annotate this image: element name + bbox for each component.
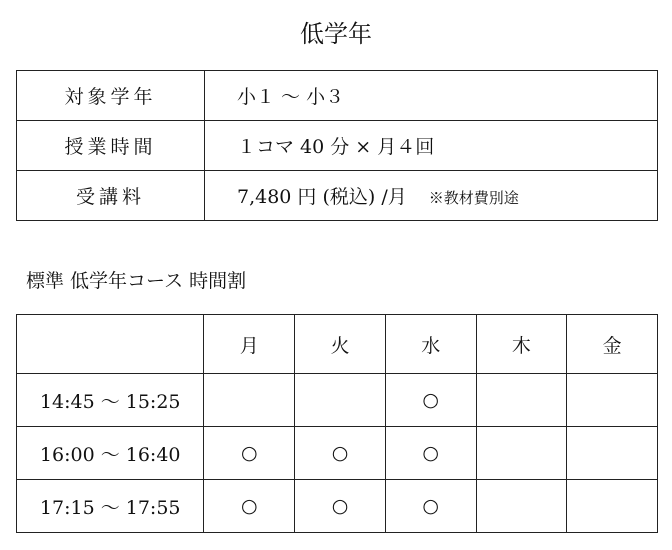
- info-row-lesson-time: [17, 121, 658, 171]
- timetable-row: [17, 427, 658, 480]
- slot-mark: ○: [204, 480, 295, 533]
- slot-mark: [567, 480, 658, 533]
- slot-mark: ○: [385, 480, 476, 533]
- slot-mark: [567, 427, 658, 480]
- info-value: [205, 71, 658, 121]
- header-corner-cell: [17, 315, 204, 374]
- slot-mark: ○: [295, 480, 386, 533]
- day-header: 木: [476, 315, 567, 374]
- info-value-text: 小１ ～ 小３: [237, 86, 345, 108]
- info-label: 授業時間: [17, 121, 205, 171]
- day-header: 火: [295, 315, 386, 374]
- time-slot: 17:15 ～ 17:55: [17, 480, 204, 533]
- course-info-table: [16, 70, 658, 221]
- info-row-fee: [17, 171, 658, 221]
- fee-note: ※教材費別途: [428, 189, 519, 207]
- slot-mark: [476, 427, 567, 480]
- slot-mark: [476, 374, 567, 427]
- info-value-text: １コマ 40 分 × 月４回: [237, 136, 435, 158]
- time-slot: 14:45 ～ 15:25: [17, 374, 204, 427]
- slot-mark: [204, 374, 295, 427]
- timetable: [16, 314, 658, 533]
- day-header: 金: [567, 315, 658, 374]
- slot-mark: ○: [385, 374, 476, 427]
- info-row-grade: [17, 71, 658, 121]
- timetable-row: [17, 374, 658, 427]
- timetable-caption: 標準 低学年コース 時間割: [26, 270, 247, 292]
- slot-mark: [295, 374, 386, 427]
- page-title: 低学年: [300, 20, 372, 48]
- slot-mark: ○: [204, 427, 295, 480]
- slot-mark: ○: [385, 427, 476, 480]
- day-header: 月: [204, 315, 295, 374]
- info-label: 受講料: [17, 171, 205, 221]
- slot-mark: [567, 374, 658, 427]
- day-header: 水: [385, 315, 476, 374]
- info-label: 対象学年: [17, 71, 205, 121]
- info-value: [205, 121, 658, 171]
- slot-mark: ○: [295, 427, 386, 480]
- time-slot: 16:00 ～ 16:40: [17, 427, 204, 480]
- info-value-text: 7,480 円 (税込) /月: [237, 186, 407, 208]
- info-value: [205, 171, 658, 221]
- timetable-header-row: [17, 315, 658, 374]
- slot-mark: [476, 480, 567, 533]
- timetable-row: [17, 480, 658, 533]
